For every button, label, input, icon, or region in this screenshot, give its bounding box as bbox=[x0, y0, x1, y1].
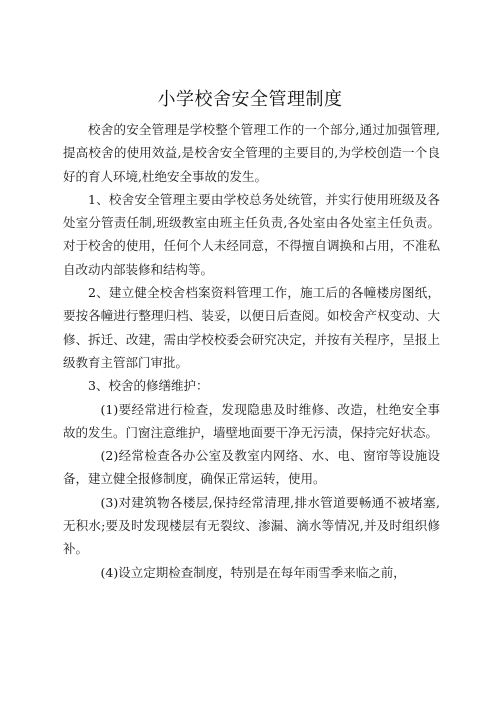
paragraph-intro: 校舍的安全管理是学校整个管理工作的一个部分,通过加强管理,提高校舍的使用效益,是校舍安全管理的主要目的,为学校创造一个良好的育人环境,杜绝安全事故的发生。 bbox=[63, 122, 440, 184]
paragraph-item-2: (2)经常检查各办公室及教室内网络、水、电、窗帘等设施设备，建立健全报修制度，确保正常运转，使用。 bbox=[63, 448, 440, 487]
document-title: 小学校舍安全管理制度 bbox=[157, 89, 343, 110]
paragraph-rule-2: 2、建立健全校舍档案资料管理工作，施工后的各幢楼房图纸，要按各幢进行整理归档、装妥，以便日后查阅。如校舍产权变动、大修、拆迁、改建，需由学校校委会研究决定，并按有关程序，呈报上级教育主管部门审批。 bbox=[63, 285, 440, 370]
paragraph-item-3: (3)对建筑物各楼层,保持经常清理,排水管道要畅通不被堵塞,无积水;要及时发现楼层有无裂纹、渗漏、滴水等情况,并及时组织修补。 bbox=[63, 494, 440, 557]
paragraph-item-1: (1)要经常进行检查，发现隐患及时维修、改造，杜绝安全事故的发生。门窗注意维护，墙壁地面要干净无污渍，保持完好状态。 bbox=[63, 401, 440, 440]
paragraph-rule-3-heading: 3、校舍的修缮维护： bbox=[88, 378, 209, 394]
paragraph-rule-1: 1、校舍安全管理主要由学校总务处统管，并实行使用班级及各处室分管责任制,班级教室由班主任负责,各处室由各处室主任负责。对于校舍的使用，任何个人未经同意，不得擅自调换和占用，不准私自改动内部装修和结构等。 bbox=[63, 191, 440, 277]
document-body bbox=[63, 118, 440, 584]
paragraph-item-4: (4)设立定期检查制度，特别是在每年雨雪季来临之前， bbox=[100, 564, 406, 580]
